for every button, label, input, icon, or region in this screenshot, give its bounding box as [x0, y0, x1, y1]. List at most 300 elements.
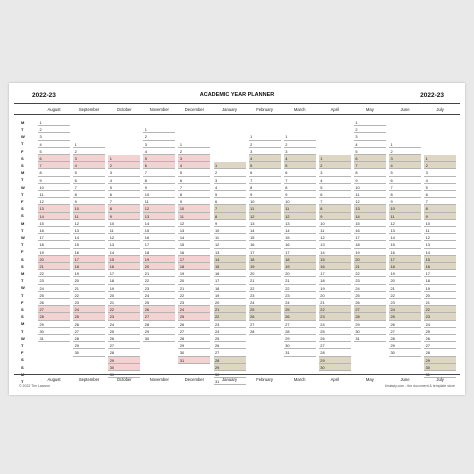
- day-cell[interactable]: 16: [319, 263, 351, 270]
- day-cell[interactable]: 27: [214, 349, 246, 356]
- day-cell[interactable]: 14: [38, 213, 70, 220]
- day-cell[interactable]: 12: [73, 220, 105, 227]
- day-cell[interactable]: 3: [354, 133, 386, 140]
- day-cell[interactable]: 15: [424, 256, 456, 263]
- day-cell[interactable]: 6: [424, 191, 456, 198]
- day-cell[interactable]: 16: [108, 263, 140, 270]
- day-cell[interactable]: 16: [178, 249, 210, 256]
- day-cell[interactable]: 3: [108, 169, 140, 176]
- day-cell[interactable]: 21: [73, 285, 105, 292]
- day-cell[interactable]: 2: [38, 126, 70, 133]
- day-cell[interactable]: 12: [38, 198, 70, 205]
- day-cell[interactable]: 6: [249, 169, 281, 176]
- day-cell[interactable]: 31: [108, 371, 140, 378]
- day-cell[interactable]: 15: [319, 256, 351, 263]
- day-cell[interactable]: 18: [73, 263, 105, 270]
- day-cell[interactable]: 25: [354, 292, 386, 299]
- day-cell[interactable]: 25: [249, 306, 281, 313]
- day-cell[interactable]: 9: [108, 213, 140, 220]
- day-cell[interactable]: 5: [73, 169, 105, 176]
- day-cell[interactable]: 30: [214, 371, 246, 378]
- day-cell[interactable]: 24: [354, 285, 386, 292]
- day-cell[interactable]: 15: [108, 256, 140, 263]
- day-cell[interactable]: 9: [389, 198, 421, 205]
- day-cell[interactable]: 25: [284, 306, 316, 313]
- day-cell[interactable]: 13: [73, 227, 105, 234]
- day-cell[interactable]: 2: [284, 141, 316, 148]
- day-cell[interactable]: 16: [389, 249, 421, 256]
- day-cell[interactable]: 28: [319, 349, 351, 356]
- day-cell[interactable]: 12: [108, 234, 140, 241]
- day-cell[interactable]: 27: [424, 342, 456, 349]
- day-cell[interactable]: 28: [249, 328, 281, 335]
- day-cell[interactable]: 24: [143, 292, 175, 299]
- day-cell[interactable]: 23: [354, 277, 386, 284]
- day-cell[interactable]: 23: [73, 299, 105, 306]
- day-cell[interactable]: 30: [143, 335, 175, 342]
- day-cell[interactable]: 27: [38, 306, 70, 313]
- day-cell[interactable]: 23: [319, 313, 351, 320]
- day-cell[interactable]: 26: [38, 299, 70, 306]
- day-cell[interactable]: 21: [214, 306, 246, 313]
- day-cell[interactable]: 20: [73, 277, 105, 284]
- day-cell[interactable]: 20: [424, 292, 456, 299]
- day-cell[interactable]: 8: [178, 191, 210, 198]
- day-cell[interactable]: 3: [319, 169, 351, 176]
- day-cell[interactable]: 29: [284, 335, 316, 342]
- day-cell[interactable]: 27: [389, 328, 421, 335]
- day-cell[interactable]: 7: [354, 162, 386, 169]
- day-cell[interactable]: 21: [249, 277, 281, 284]
- day-cell[interactable]: 14: [73, 234, 105, 241]
- day-cell[interactable]: 17: [249, 249, 281, 256]
- day-cell[interactable]: 23: [178, 299, 210, 306]
- day-cell[interactable]: 17: [38, 234, 70, 241]
- day-cell[interactable]: 24: [38, 285, 70, 292]
- day-cell[interactable]: 16: [284, 241, 316, 248]
- day-cell[interactable]: 14: [143, 220, 175, 227]
- day-cell[interactable]: 6: [214, 198, 246, 205]
- day-cell[interactable]: 3: [214, 177, 246, 184]
- day-cell[interactable]: 27: [143, 313, 175, 320]
- day-cell[interactable]: 1: [143, 126, 175, 133]
- day-cell[interactable]: 30: [424, 364, 456, 371]
- day-cell[interactable]: 1: [214, 162, 246, 169]
- day-cell[interactable]: 29: [143, 328, 175, 335]
- day-cell[interactable]: 13: [354, 205, 386, 212]
- day-cell[interactable]: 25: [424, 328, 456, 335]
- day-cell[interactable]: 21: [38, 263, 70, 270]
- day-cell[interactable]: 21: [319, 299, 351, 306]
- day-cell[interactable]: 22: [354, 270, 386, 277]
- day-cell[interactable]: 19: [38, 249, 70, 256]
- day-cell[interactable]: 9: [354, 177, 386, 184]
- day-cell[interactable]: 15: [389, 241, 421, 248]
- day-cell[interactable]: 2: [424, 162, 456, 169]
- day-cell[interactable]: 5: [319, 184, 351, 191]
- day-cell[interactable]: 7: [389, 184, 421, 191]
- day-cell[interactable]: 15: [214, 263, 246, 270]
- day-cell[interactable]: 18: [214, 285, 246, 292]
- day-cell[interactable]: 8: [389, 191, 421, 198]
- day-cell[interactable]: 22: [178, 292, 210, 299]
- day-cell[interactable]: 21: [143, 270, 175, 277]
- day-cell[interactable]: 13: [249, 220, 281, 227]
- day-cell[interactable]: 2: [214, 169, 246, 176]
- day-cell[interactable]: 9: [143, 184, 175, 191]
- day-cell[interactable]: 21: [178, 285, 210, 292]
- day-cell[interactable]: 20: [354, 256, 386, 263]
- day-cell[interactable]: 22: [424, 306, 456, 313]
- day-cell[interactable]: 10: [424, 220, 456, 227]
- day-cell[interactable]: 14: [108, 249, 140, 256]
- day-cell[interactable]: 3: [38, 133, 70, 140]
- day-cell[interactable]: 6: [284, 169, 316, 176]
- day-cell[interactable]: 12: [389, 220, 421, 227]
- day-cell[interactable]: 7: [143, 169, 175, 176]
- day-cell[interactable]: 22: [214, 313, 246, 320]
- day-cell[interactable]: 21: [284, 277, 316, 284]
- day-cell[interactable]: 25: [178, 313, 210, 320]
- day-cell[interactable]: 6: [38, 155, 70, 162]
- day-cell[interactable]: 13: [38, 205, 70, 212]
- day-cell[interactable]: 2: [354, 126, 386, 133]
- day-cell[interactable]: 10: [108, 220, 140, 227]
- day-cell[interactable]: 18: [249, 256, 281, 263]
- day-cell[interactable]: 22: [108, 306, 140, 313]
- day-cell[interactable]: 16: [143, 234, 175, 241]
- day-cell[interactable]: 8: [354, 169, 386, 176]
- day-cell[interactable]: 30: [38, 328, 70, 335]
- day-cell[interactable]: 27: [108, 342, 140, 349]
- day-cell[interactable]: 30: [108, 364, 140, 371]
- day-cell[interactable]: 11: [389, 213, 421, 220]
- day-cell[interactable]: 30: [284, 342, 316, 349]
- day-cell[interactable]: 6: [354, 155, 386, 162]
- day-cell[interactable]: 7: [319, 198, 351, 205]
- day-cell[interactable]: 13: [389, 227, 421, 234]
- day-cell[interactable]: 26: [389, 321, 421, 328]
- day-cell[interactable]: 5: [38, 148, 70, 155]
- day-cell[interactable]: 8: [143, 177, 175, 184]
- day-cell[interactable]: 12: [143, 205, 175, 212]
- day-cell[interactable]: 1: [108, 155, 140, 162]
- day-cell[interactable]: 10: [73, 205, 105, 212]
- day-cell[interactable]: 25: [214, 335, 246, 342]
- day-cell[interactable]: 8: [319, 205, 351, 212]
- day-cell[interactable]: 2: [108, 162, 140, 169]
- day-cell[interactable]: 4: [319, 177, 351, 184]
- day-cell[interactable]: 9: [178, 198, 210, 205]
- day-cell[interactable]: 31: [354, 335, 386, 342]
- day-cell[interactable]: 9: [214, 220, 246, 227]
- day-cell[interactable]: 26: [178, 321, 210, 328]
- day-cell[interactable]: 19: [354, 249, 386, 256]
- day-cell[interactable]: 5: [424, 184, 456, 191]
- day-cell[interactable]: 9: [249, 191, 281, 198]
- day-cell[interactable]: 18: [319, 277, 351, 284]
- day-cell[interactable]: 5: [178, 169, 210, 176]
- day-cell[interactable]: 9: [424, 213, 456, 220]
- day-cell[interactable]: 5: [108, 184, 140, 191]
- day-cell[interactable]: 25: [108, 328, 140, 335]
- day-cell[interactable]: 8: [424, 205, 456, 212]
- day-cell[interactable]: 14: [249, 227, 281, 234]
- day-cell[interactable]: 25: [38, 292, 70, 299]
- day-cell[interactable]: 17: [108, 270, 140, 277]
- day-cell[interactable]: 30: [389, 349, 421, 356]
- day-cell[interactable]: 24: [73, 306, 105, 313]
- day-cell[interactable]: 30: [73, 349, 105, 356]
- day-cell[interactable]: 11: [354, 191, 386, 198]
- day-cell[interactable]: 11: [249, 205, 281, 212]
- day-cell[interactable]: 31: [284, 349, 316, 356]
- day-cell[interactable]: 11: [214, 234, 246, 241]
- day-cell[interactable]: 18: [178, 263, 210, 270]
- day-cell[interactable]: 15: [249, 234, 281, 241]
- day-cell[interactable]: 14: [214, 256, 246, 263]
- day-cell[interactable]: 26: [143, 306, 175, 313]
- day-cell[interactable]: 12: [249, 213, 281, 220]
- day-cell[interactable]: 29: [178, 342, 210, 349]
- day-cell[interactable]: 12: [214, 241, 246, 248]
- day-cell[interactable]: 28: [214, 357, 246, 364]
- day-cell[interactable]: 13: [284, 220, 316, 227]
- day-cell[interactable]: 3: [73, 155, 105, 162]
- day-cell[interactable]: 11: [143, 198, 175, 205]
- day-cell[interactable]: 1: [319, 155, 351, 162]
- day-cell[interactable]: 4: [38, 141, 70, 148]
- day-cell[interactable]: 11: [73, 213, 105, 220]
- day-cell[interactable]: 25: [389, 313, 421, 320]
- day-cell[interactable]: 18: [389, 263, 421, 270]
- day-cell[interactable]: 15: [143, 227, 175, 234]
- day-cell[interactable]: 21: [108, 299, 140, 306]
- day-cell[interactable]: 4: [214, 184, 246, 191]
- day-cell[interactable]: 19: [284, 263, 316, 270]
- day-cell[interactable]: 6: [178, 177, 210, 184]
- day-cell[interactable]: 18: [143, 249, 175, 256]
- day-cell[interactable]: 7: [178, 184, 210, 191]
- day-cell[interactable]: 10: [319, 220, 351, 227]
- day-cell[interactable]: 19: [389, 270, 421, 277]
- day-cell[interactable]: 1: [354, 119, 386, 126]
- day-cell[interactable]: 15: [284, 234, 316, 241]
- day-cell[interactable]: 9: [319, 213, 351, 220]
- day-cell[interactable]: 29: [389, 342, 421, 349]
- day-cell[interactable]: 12: [178, 220, 210, 227]
- day-cell[interactable]: 10: [284, 198, 316, 205]
- day-cell[interactable]: 24: [178, 306, 210, 313]
- day-cell[interactable]: 1: [249, 133, 281, 140]
- day-cell[interactable]: 27: [249, 321, 281, 328]
- day-cell[interactable]: 11: [108, 227, 140, 234]
- day-cell[interactable]: 23: [108, 313, 140, 320]
- day-cell[interactable]: 31: [38, 335, 70, 342]
- day-cell[interactable]: 2: [249, 141, 281, 148]
- day-cell[interactable]: 3: [178, 155, 210, 162]
- day-cell[interactable]: 7: [284, 177, 316, 184]
- day-cell[interactable]: 13: [108, 241, 140, 248]
- day-cell[interactable]: 18: [424, 277, 456, 284]
- day-cell[interactable]: 6: [319, 191, 351, 198]
- day-cell[interactable]: 1: [73, 141, 105, 148]
- day-cell[interactable]: 31: [424, 371, 456, 378]
- day-cell[interactable]: 4: [389, 162, 421, 169]
- day-cell[interactable]: 21: [424, 299, 456, 306]
- day-cell[interactable]: 31: [214, 378, 246, 385]
- day-cell[interactable]: 14: [284, 227, 316, 234]
- day-cell[interactable]: 26: [424, 335, 456, 342]
- day-cell[interactable]: 24: [214, 328, 246, 335]
- day-cell[interactable]: 20: [38, 256, 70, 263]
- day-cell[interactable]: 15: [354, 220, 386, 227]
- day-cell[interactable]: 8: [73, 191, 105, 198]
- day-cell[interactable]: 5: [284, 162, 316, 169]
- day-cell[interactable]: 6: [389, 177, 421, 184]
- day-cell[interactable]: 14: [319, 249, 351, 256]
- day-cell[interactable]: 19: [73, 270, 105, 277]
- day-cell[interactable]: 18: [108, 277, 140, 284]
- day-cell[interactable]: 18: [284, 256, 316, 263]
- day-cell[interactable]: 1: [38, 119, 70, 126]
- day-cell[interactable]: 20: [143, 263, 175, 270]
- day-cell[interactable]: 22: [284, 285, 316, 292]
- day-cell[interactable]: 27: [354, 306, 386, 313]
- day-cell[interactable]: 22: [143, 277, 175, 284]
- day-cell[interactable]: 10: [389, 205, 421, 212]
- day-cell[interactable]: 26: [249, 313, 281, 320]
- day-cell[interactable]: 27: [178, 328, 210, 335]
- day-cell[interactable]: 6: [143, 162, 175, 169]
- day-cell[interactable]: 19: [143, 256, 175, 263]
- day-cell[interactable]: 26: [73, 321, 105, 328]
- day-cell[interactable]: 12: [319, 234, 351, 241]
- day-cell[interactable]: 13: [178, 227, 210, 234]
- day-cell[interactable]: 23: [389, 299, 421, 306]
- day-cell[interactable]: 22: [249, 285, 281, 292]
- day-cell[interactable]: 18: [38, 241, 70, 248]
- day-cell[interactable]: 8: [284, 184, 316, 191]
- day-cell[interactable]: 18: [354, 241, 386, 248]
- day-cell[interactable]: 23: [284, 292, 316, 299]
- day-cell[interactable]: 14: [178, 234, 210, 241]
- day-cell[interactable]: 29: [108, 357, 140, 364]
- day-cell[interactable]: 13: [319, 241, 351, 248]
- day-cell[interactable]: 29: [73, 342, 105, 349]
- day-cell[interactable]: 13: [424, 241, 456, 248]
- day-cell[interactable]: 17: [214, 277, 246, 284]
- day-cell[interactable]: 4: [284, 155, 316, 162]
- day-cell[interactable]: 5: [354, 148, 386, 155]
- day-cell[interactable]: 28: [178, 335, 210, 342]
- day-cell[interactable]: 23: [214, 321, 246, 328]
- day-cell[interactable]: 24: [249, 299, 281, 306]
- day-cell[interactable]: 4: [424, 177, 456, 184]
- day-cell[interactable]: 24: [424, 321, 456, 328]
- day-cell[interactable]: 4: [178, 162, 210, 169]
- day-cell[interactable]: 9: [38, 177, 70, 184]
- day-cell[interactable]: 7: [38, 162, 70, 169]
- day-cell[interactable]: 9: [284, 191, 316, 198]
- day-cell[interactable]: 13: [214, 249, 246, 256]
- day-cell[interactable]: 4: [249, 155, 281, 162]
- day-cell[interactable]: 17: [389, 256, 421, 263]
- day-cell[interactable]: 10: [249, 198, 281, 205]
- day-cell[interactable]: 19: [424, 285, 456, 292]
- day-cell[interactable]: 21: [354, 263, 386, 270]
- day-cell[interactable]: 26: [284, 313, 316, 320]
- day-cell[interactable]: 29: [214, 364, 246, 371]
- day-cell[interactable]: 26: [354, 299, 386, 306]
- day-cell[interactable]: 13: [143, 213, 175, 220]
- day-cell[interactable]: 30: [178, 349, 210, 356]
- day-cell[interactable]: 27: [73, 328, 105, 335]
- day-cell[interactable]: 28: [354, 313, 386, 320]
- day-cell[interactable]: 5: [143, 155, 175, 162]
- day-cell[interactable]: 5: [389, 169, 421, 176]
- day-cell[interactable]: 28: [38, 313, 70, 320]
- day-cell[interactable]: 22: [319, 306, 351, 313]
- day-cell[interactable]: 6: [73, 177, 105, 184]
- day-cell[interactable]: 29: [319, 357, 351, 364]
- day-cell[interactable]: 8: [108, 205, 140, 212]
- day-cell[interactable]: 12: [354, 198, 386, 205]
- day-cell[interactable]: 19: [214, 292, 246, 299]
- day-cell[interactable]: 14: [389, 234, 421, 241]
- day-cell[interactable]: 3: [249, 148, 281, 155]
- day-cell[interactable]: 4: [354, 141, 386, 148]
- day-cell[interactable]: 16: [73, 249, 105, 256]
- day-cell[interactable]: 17: [424, 270, 456, 277]
- day-cell[interactable]: 23: [249, 292, 281, 299]
- day-cell[interactable]: 3: [143, 141, 175, 148]
- day-cell[interactable]: 29: [354, 321, 386, 328]
- day-cell[interactable]: 26: [319, 335, 351, 342]
- day-cell[interactable]: 19: [108, 285, 140, 292]
- day-cell[interactable]: 19: [178, 270, 210, 277]
- day-cell[interactable]: 8: [249, 184, 281, 191]
- day-cell[interactable]: 19: [249, 263, 281, 270]
- day-cell[interactable]: 17: [284, 249, 316, 256]
- day-cell[interactable]: 16: [38, 227, 70, 234]
- day-cell[interactable]: 23: [143, 285, 175, 292]
- day-cell[interactable]: 24: [108, 321, 140, 328]
- day-cell[interactable]: 2: [178, 148, 210, 155]
- day-cell[interactable]: 19: [319, 285, 351, 292]
- day-cell[interactable]: 10: [214, 227, 246, 234]
- day-cell[interactable]: 20: [389, 277, 421, 284]
- day-cell[interactable]: 15: [178, 241, 210, 248]
- day-cell[interactable]: 4: [108, 177, 140, 184]
- day-cell[interactable]: 2: [143, 133, 175, 140]
- day-cell[interactable]: 9: [73, 198, 105, 205]
- day-cell[interactable]: 10: [178, 205, 210, 212]
- day-cell[interactable]: 25: [143, 299, 175, 306]
- day-cell[interactable]: 2: [389, 148, 421, 155]
- day-cell[interactable]: 14: [354, 213, 386, 220]
- day-cell[interactable]: 28: [108, 349, 140, 356]
- day-cell[interactable]: 11: [424, 227, 456, 234]
- day-cell[interactable]: 3: [389, 155, 421, 162]
- day-cell[interactable]: 17: [73, 256, 105, 263]
- day-cell[interactable]: 28: [424, 349, 456, 356]
- day-cell[interactable]: 3: [284, 148, 316, 155]
- day-cell[interactable]: 14: [424, 249, 456, 256]
- day-cell[interactable]: 2: [319, 162, 351, 169]
- day-cell[interactable]: 28: [73, 335, 105, 342]
- day-cell[interactable]: 8: [38, 169, 70, 176]
